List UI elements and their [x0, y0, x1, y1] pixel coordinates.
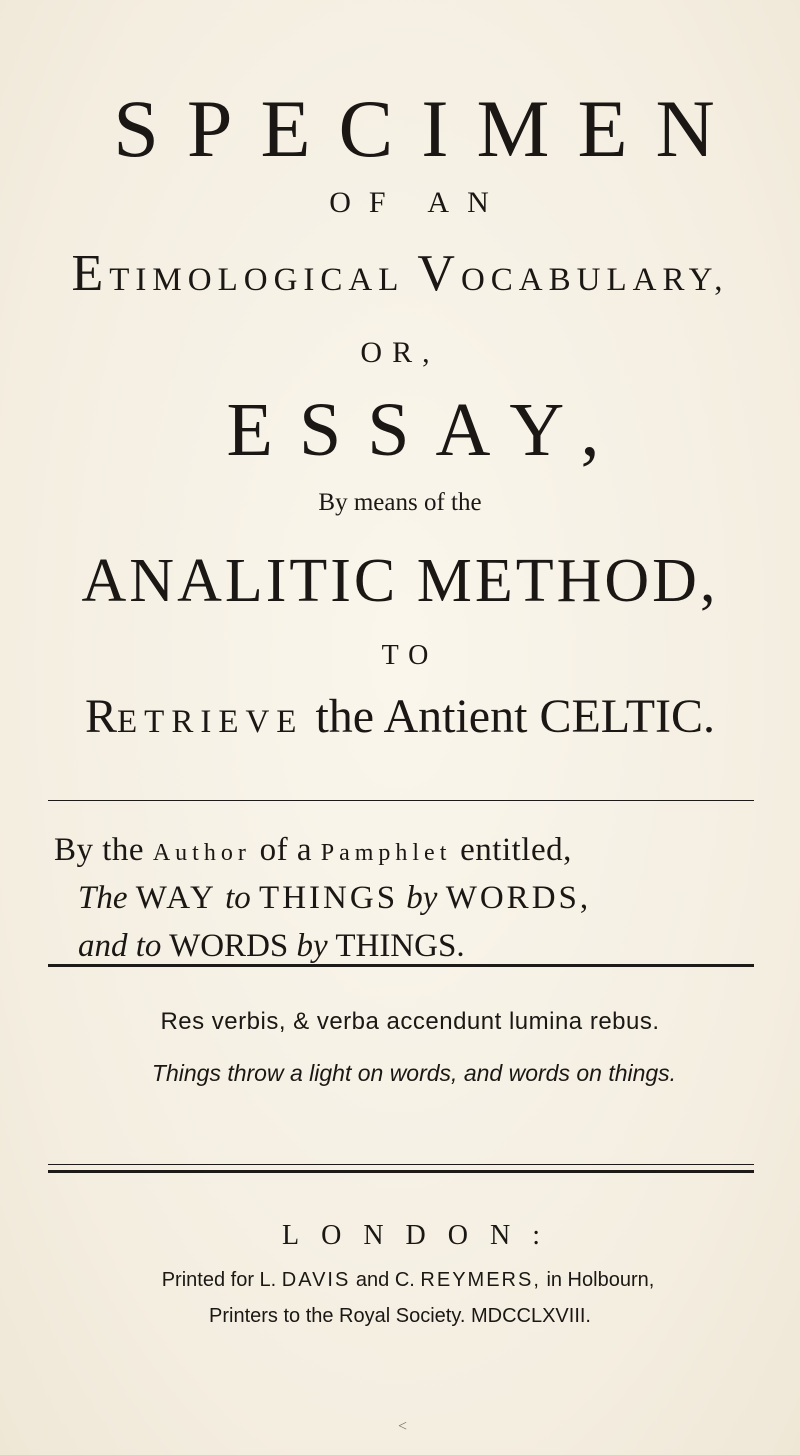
- author-line-2: [78, 882, 591, 915]
- vocab-word2: OCABULARY,: [460, 262, 729, 298]
- imprint-printed-for: [8, 1270, 800, 1290]
- pamphlet-things: THINGS: [259, 880, 399, 916]
- pamphlet-to: to: [225, 880, 251, 916]
- printer-reymers: REYMERS,: [420, 1269, 541, 1291]
- imprint-city: LONDON:: [282, 1220, 562, 1251]
- divider-rule-thick: [48, 964, 754, 967]
- title-essay: ESSAY,: [226, 388, 626, 472]
- author-of-a: of a: [259, 832, 312, 868]
- author-line-1: [54, 834, 572, 867]
- retrieve-tail: the Antient CELTIC.: [315, 690, 716, 743]
- title-to: TO: [381, 640, 439, 671]
- footer-mark: <: [398, 1418, 408, 1435]
- author-word-pamphlet: Pamphlet: [320, 840, 452, 866]
- pamphlet-words-2: WORDS: [169, 928, 289, 964]
- title-retrieve-celtic: [0, 690, 800, 743]
- printers-royal-society: Printers to the Royal Society.: [209, 1305, 466, 1327]
- author-by-the: By the: [54, 832, 145, 868]
- printed-for-l: Printed for L.: [161, 1269, 277, 1291]
- imprint-year: MDCCLXVIII.: [470, 1305, 591, 1327]
- author-line-3: [78, 930, 465, 963]
- imprint-printers-line: [0, 1306, 800, 1326]
- pamphlet-way: WAY: [135, 880, 217, 916]
- double-rule-top: [48, 1164, 754, 1165]
- title-of-an: OF AN: [329, 186, 507, 219]
- pamphlet-by-2: by: [296, 928, 328, 964]
- author-entitled: entitled,: [460, 832, 572, 868]
- pamphlet-by: by: [406, 880, 438, 916]
- pamphlet-words: WORDS,: [445, 880, 592, 916]
- retrieve-rest: ETRIEVE: [117, 704, 304, 740]
- vocab-word1: TIMOLOGICAL: [109, 262, 405, 298]
- title-analitic-method: ANALITIC METHOD,: [81, 547, 719, 615]
- divider-rule: [48, 800, 754, 801]
- printed-and-c: and C.: [355, 1269, 415, 1291]
- vocab-cap-v: V: [417, 245, 461, 302]
- pamphlet-and-to: and to: [78, 928, 162, 964]
- printer-davis: DAVIS: [281, 1269, 351, 1291]
- printer-location: in Holbourn,: [546, 1269, 655, 1291]
- pamphlet-the: The: [78, 880, 128, 916]
- motto-english: Things throw a light on words, and words on things.: [151, 1060, 677, 1086]
- motto-latin: Res verbis, & verba accendunt lumina rebus.: [160, 1008, 660, 1035]
- vocab-cap-e: E: [71, 245, 110, 302]
- title-etimological-vocabulary: [0, 245, 800, 302]
- pamphlet-things-2: THINGS.: [335, 928, 465, 964]
- title-or: OR,: [360, 336, 440, 369]
- title-by-means: By means of the: [318, 489, 482, 516]
- double-rule-bottom: [48, 1170, 754, 1173]
- retrieve-cap: R: [84, 690, 117, 743]
- title-specimen: SPECIMEN: [113, 83, 743, 174]
- author-word-author: Author: [152, 840, 251, 866]
